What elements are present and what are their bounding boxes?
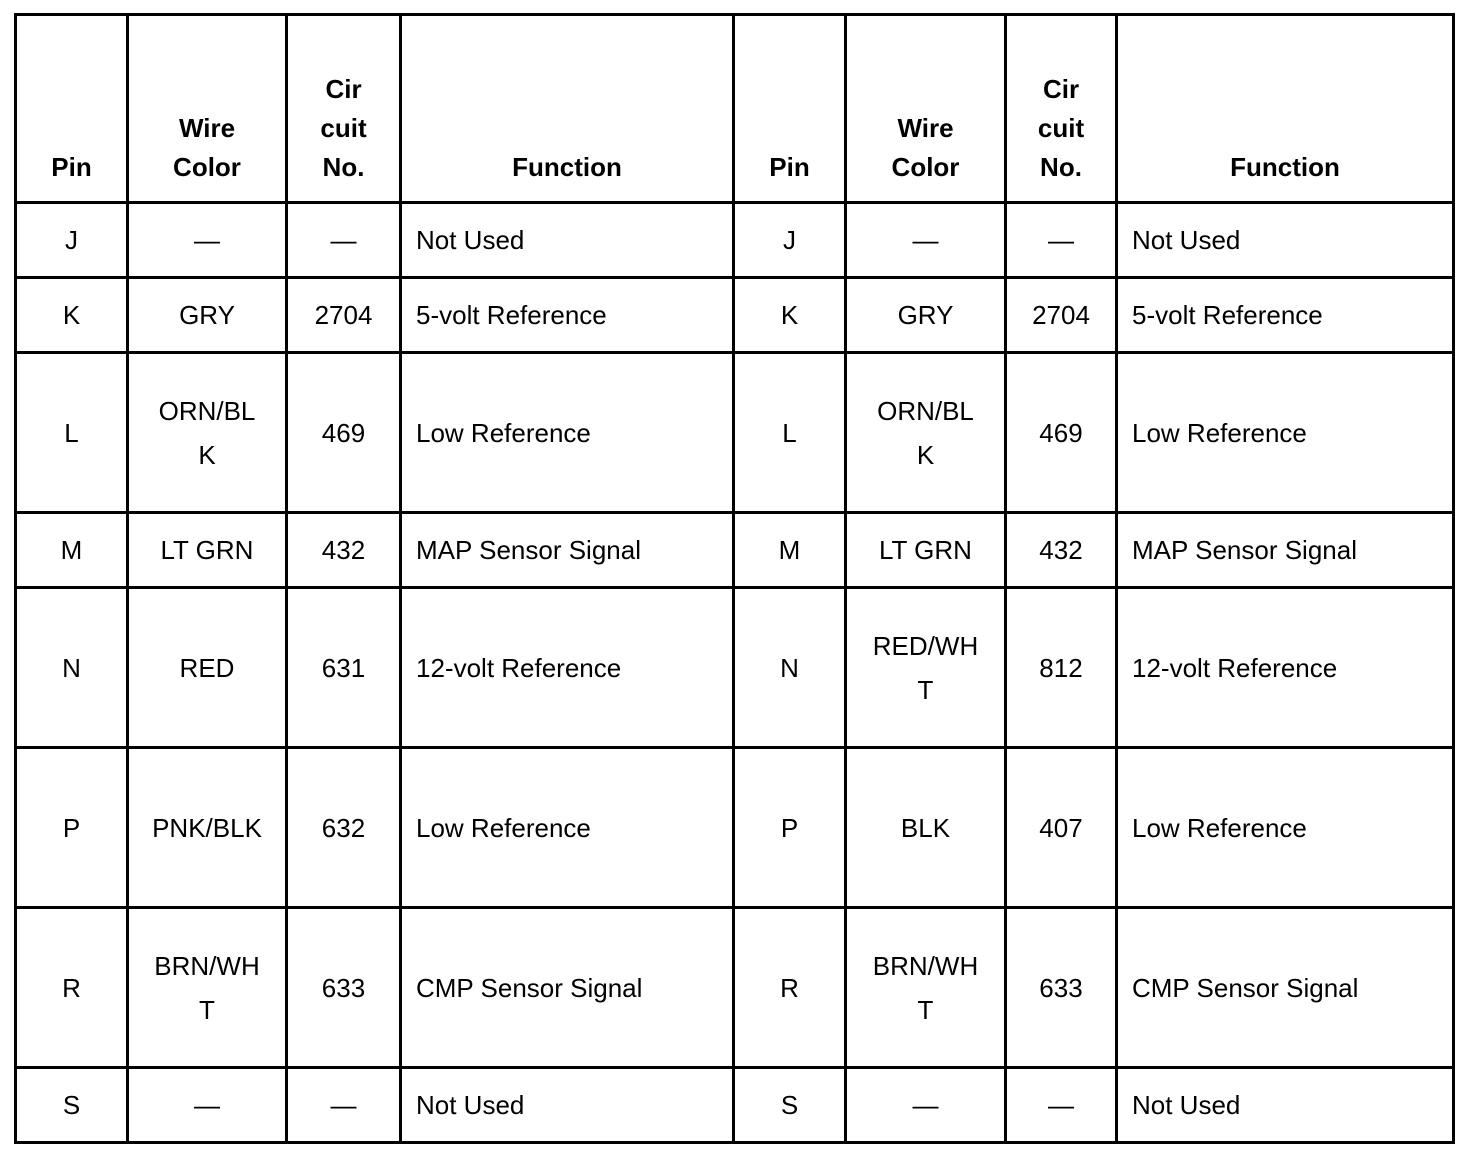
pin-cell: J bbox=[734, 203, 846, 278]
pin-cell: M bbox=[16, 513, 128, 588]
circuit-cell: 632 bbox=[287, 748, 401, 908]
pin-cell: P bbox=[734, 748, 846, 908]
function-cell: Low Reference bbox=[401, 748, 734, 908]
function-cell: 12-volt Reference bbox=[401, 588, 734, 748]
header-function: Function bbox=[1117, 15, 1454, 203]
table-row bbox=[16, 1068, 1454, 1143]
circuit-cell: 2704 bbox=[287, 278, 401, 353]
wire-color-cell: LT GRN bbox=[846, 513, 1006, 588]
function-cell: 5-volt Reference bbox=[1117, 278, 1454, 353]
pin-cell: K bbox=[734, 278, 846, 353]
connector-pinout-table bbox=[14, 13, 1455, 1144]
pin-cell: M bbox=[734, 513, 846, 588]
header-wire-color: Wire Color bbox=[846, 15, 1006, 203]
wire-color-cell: BRN/WHT bbox=[128, 908, 287, 1068]
circuit-cell: — bbox=[287, 1068, 401, 1143]
circuit-cell: 469 bbox=[287, 353, 401, 513]
pin-cell: N bbox=[16, 588, 128, 748]
table-row bbox=[16, 748, 1454, 908]
wire-color-cell: — bbox=[846, 203, 1006, 278]
table-row bbox=[16, 203, 1454, 278]
pin-cell: L bbox=[16, 353, 128, 513]
wire-color-cell: — bbox=[128, 1068, 287, 1143]
wire-color-cell: BLK bbox=[846, 748, 1006, 908]
circuit-cell: 631 bbox=[287, 588, 401, 748]
circuit-cell: 2704 bbox=[1006, 278, 1117, 353]
header-pin: Pin bbox=[734, 15, 846, 203]
table-row bbox=[16, 588, 1454, 748]
circuit-cell: 432 bbox=[287, 513, 401, 588]
header-row bbox=[16, 15, 1454, 203]
table-row bbox=[16, 353, 1454, 513]
function-cell: CMP Sensor Signal bbox=[1117, 908, 1454, 1068]
function-cell: 5-volt Reference bbox=[401, 278, 734, 353]
table-row bbox=[16, 908, 1454, 1068]
table-row bbox=[16, 278, 1454, 353]
function-cell: Not Used bbox=[1117, 1068, 1454, 1143]
circuit-cell: 407 bbox=[1006, 748, 1117, 908]
pin-cell: J bbox=[16, 203, 128, 278]
pin-cell: R bbox=[16, 908, 128, 1068]
circuit-cell: 633 bbox=[1006, 908, 1117, 1068]
pin-cell: R bbox=[734, 908, 846, 1068]
function-cell: Not Used bbox=[1117, 203, 1454, 278]
table-row bbox=[16, 513, 1454, 588]
pin-cell: K bbox=[16, 278, 128, 353]
pin-cell: S bbox=[16, 1068, 128, 1143]
wire-color-cell: — bbox=[846, 1068, 1006, 1143]
circuit-cell: 432 bbox=[1006, 513, 1117, 588]
circuit-cell: 469 bbox=[1006, 353, 1117, 513]
pin-cell: L bbox=[734, 353, 846, 513]
wire-color-cell: RED/WHT bbox=[846, 588, 1006, 748]
pin-cell: N bbox=[734, 588, 846, 748]
wire-color-cell: ORN/BLK bbox=[846, 353, 1006, 513]
function-cell: Not Used bbox=[401, 1068, 734, 1143]
function-cell: Low Reference bbox=[1117, 748, 1454, 908]
header-function: Function bbox=[401, 15, 734, 203]
header-circuit-no: Cir cuit No. bbox=[1006, 15, 1117, 203]
wire-color-cell: BRN/WHT bbox=[846, 908, 1006, 1068]
wire-color-cell: GRY bbox=[128, 278, 287, 353]
function-cell: MAP Sensor Signal bbox=[401, 513, 734, 588]
function-cell: Low Reference bbox=[1117, 353, 1454, 513]
circuit-cell: — bbox=[287, 203, 401, 278]
pin-cell: S bbox=[734, 1068, 846, 1143]
wire-color-cell: ORN/BLK bbox=[128, 353, 287, 513]
circuit-cell: — bbox=[1006, 1068, 1117, 1143]
function-cell: Low Reference bbox=[401, 353, 734, 513]
wire-color-cell: LT GRN bbox=[128, 513, 287, 588]
wire-color-cell: PNK/BLK bbox=[128, 748, 287, 908]
header-circuit-no: Cir cuit No. bbox=[287, 15, 401, 203]
header-pin: Pin bbox=[16, 15, 128, 203]
circuit-cell: — bbox=[1006, 203, 1117, 278]
function-cell: MAP Sensor Signal bbox=[1117, 513, 1454, 588]
pin-cell: P bbox=[16, 748, 128, 908]
wire-color-cell: RED bbox=[128, 588, 287, 748]
function-cell: 12-volt Reference bbox=[1117, 588, 1454, 748]
wire-color-cell: GRY bbox=[846, 278, 1006, 353]
circuit-cell: 812 bbox=[1006, 588, 1117, 748]
function-cell: CMP Sensor Signal bbox=[401, 908, 734, 1068]
function-cell: Not Used bbox=[401, 203, 734, 278]
circuit-cell: 633 bbox=[287, 908, 401, 1068]
wire-color-cell: — bbox=[128, 203, 287, 278]
header-wire-color: Wire Color bbox=[128, 15, 287, 203]
